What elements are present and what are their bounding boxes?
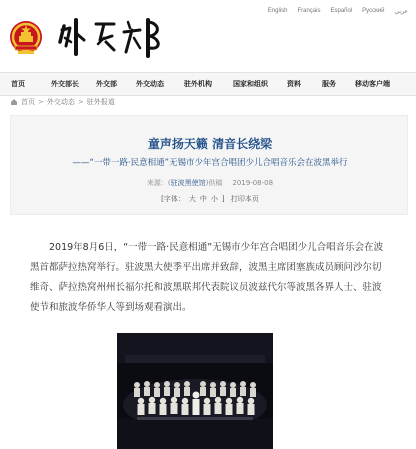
article-header-card bbox=[10, 115, 408, 215]
article-title: 童声扬天籁 清音长绕梁 bbox=[147, 137, 273, 151]
site-header bbox=[0, 0, 416, 70]
font-size-label: [字体： bbox=[161, 195, 185, 203]
breadcrumb-diplomatic-news[interactable]: 外交动态 bbox=[46, 98, 75, 106]
concert-photo bbox=[117, 333, 273, 449]
nav-item-countries[interactable]: 国家和组织 bbox=[233, 80, 268, 88]
lang-french[interactable]: Français bbox=[297, 8, 321, 14]
nav-item-home[interactable]: 首页 bbox=[11, 80, 25, 88]
nav-item-ministry[interactable]: 外交部 bbox=[96, 80, 117, 88]
source-paren-close: ) bbox=[205, 179, 209, 187]
source-paren-open: ( bbox=[167, 179, 171, 187]
font-medium-button[interactable]: 中 bbox=[199, 195, 207, 203]
breadcrumb-overseas-reports[interactable]: 驻外报道 bbox=[86, 98, 115, 106]
main-nav bbox=[0, 72, 416, 96]
source-link[interactable]: 驻波黑使馆 bbox=[170, 179, 206, 187]
nav-item-resources[interactable]: 资料 bbox=[287, 80, 301, 88]
article-subtitle: ——“一带一路·民意相通”无锡市少年宫合唱团少儿合唱音乐会在波黑举行 bbox=[72, 158, 348, 168]
breadcrumb-separator: > bbox=[77, 98, 84, 106]
nav-item-mobile[interactable]: 移动客户端 bbox=[355, 80, 390, 88]
lang-spanish[interactable]: Español bbox=[330, 8, 353, 14]
home-icon bbox=[10, 98, 18, 106]
site-logo-calligraphy[interactable] bbox=[56, 12, 166, 62]
breadcrumb-home[interactable]: 首页 bbox=[21, 98, 35, 106]
article-body: 2019年8月6日，“一带一路·民意相通”无锡市少年宫合唱团少儿合唱音乐会在波黑首都萨拉热窝举行。驻波黑大使季平出席并致辞，波黑主席团塞族成员顾问沙尔切维奇、萨拉热窝州州长福尔托和波黑联邦代表院议员波兹代尔等波黑各界人士、驻波使节和旅波华侨华人等到场观看演出。 bbox=[30, 242, 384, 313]
article-tools bbox=[11, 194, 409, 204]
article-date: 2019-08-08 bbox=[232, 179, 274, 187]
nav-item-minister[interactable]: 外交部长 bbox=[51, 80, 79, 88]
nav-item-missions[interactable]: 驻外机构 bbox=[184, 80, 212, 88]
article-meta bbox=[11, 178, 409, 188]
source-label: 来源： bbox=[146, 179, 168, 187]
source-extra: 供稿 bbox=[208, 179, 223, 187]
nav-item-services[interactable]: 服务 bbox=[322, 80, 336, 88]
language-switcher bbox=[268, 8, 408, 15]
lang-english[interactable]: English bbox=[267, 8, 288, 14]
print-button[interactable]: 打印本页 bbox=[230, 195, 259, 203]
breadcrumb bbox=[10, 97, 115, 107]
breadcrumb-separator: > bbox=[38, 98, 44, 106]
lang-arabic[interactable]: عربي bbox=[394, 9, 408, 15]
nav-item-diplomatic-news[interactable]: 外交动态 bbox=[136, 80, 164, 88]
font-large-button[interactable]: 大 bbox=[188, 195, 196, 203]
font-small-button[interactable]: 小 bbox=[210, 195, 218, 203]
lang-russian[interactable]: Pусский bbox=[362, 8, 385, 14]
font-size-close: ] bbox=[221, 195, 225, 203]
national-emblem-icon[interactable] bbox=[9, 20, 43, 56]
